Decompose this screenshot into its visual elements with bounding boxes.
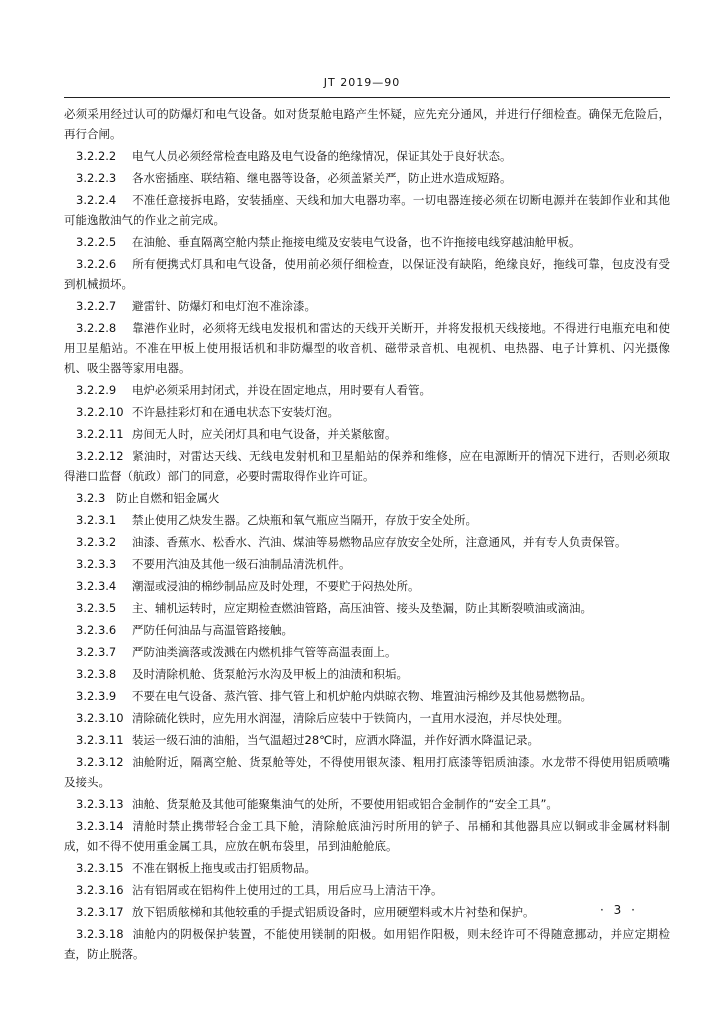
clause-paragraph (64, 880, 670, 900)
clause-paragraph (64, 380, 670, 400)
clause-paragraph (64, 296, 670, 316)
clause-paragraph (64, 924, 670, 964)
clause-paragraph (64, 902, 670, 922)
clause-paragraph (64, 510, 670, 530)
clause-paragraph (64, 730, 670, 750)
clause-text: 沾有铝屑或在铝构件上使用过的工具，用后应马上清洁干净。 (132, 883, 443, 897)
clause-paragraph (64, 576, 670, 596)
standard-code: JT 2019—90 (323, 76, 401, 89)
clause-number: 3.2.3.10 (76, 711, 124, 725)
clause-text: 房间无人时，应关闭灯具和电气设备，并关紧舷窗。 (132, 427, 397, 441)
clause-text: 靠港作业时，必须将无线电发报机和雷达的天线开关断开，并将发报机天线接地。不得进行电瓶充电和使用卫星船站。不准在甲板上使用报话机和非防爆型的收音机、磁带录音机、电视机、电热器、电子计算机、闪光摄像机、吸尘器等家用电器。 (64, 321, 670, 375)
clause-text: 所有便携式灯具和电气设备，使用前必须仔细检查，以保证没有缺陷，绝缘良好，拖线可靠，包皮没有受到机械损坏。 (64, 257, 670, 291)
clause-text: 清除硫化铁时，应先用水润湿，清除后应装中于铁筒内，一直用水浸泡，并尽快处理。 (132, 711, 569, 725)
clause-paragraph (64, 664, 670, 684)
clause-number: 3.2.2.4 (76, 193, 117, 207)
clause-number: 3.2.3.6 (76, 623, 117, 637)
clause-number: 3.2.2.10 (76, 405, 124, 419)
clause-paragraph (64, 794, 670, 814)
clause-number: 3.2.3.18 (76, 927, 124, 941)
clause-text: 不准任意接拆电路，安装插座、天线和加大电器功率。一切电器连接必须在切断电源并在装卸作业和其他可能逸散油气的作业之前完成。 (64, 193, 670, 227)
clause-number: 3.2.3.7 (76, 645, 117, 659)
header-rule (64, 97, 670, 98)
clause-number: 3.2.2.11 (76, 427, 124, 441)
clause-paragraph (64, 190, 670, 230)
clause-number: 3.2.3.12 (76, 755, 124, 769)
clause-paragraph (64, 620, 670, 640)
clause-paragraph (64, 402, 670, 422)
clause-text: 各水密插座、联结箱、继电器等设备，必须盖紧关严，防止进水造成短路。 (132, 171, 512, 185)
clause-text: 油漆、香蕉水、松香水、汽油、煤油等易燃物品应存放安全处所，注意通风，并有专人负责保管。 (132, 535, 627, 549)
section-number: 3.2.3 (76, 491, 106, 505)
clause-paragraph (64, 598, 670, 618)
clause-paragraph (64, 752, 670, 792)
clause-number: 3.2.2.6 (76, 257, 117, 271)
clause-text: 装运一级石油的油船，当气温超过28℃时，应洒水降温，并作好洒水降温记录。 (132, 733, 540, 747)
clause-text: 不许悬挂彩灯和在通电状态下安装灯泡。 (132, 405, 339, 419)
clause-number: 3.2.2.5 (76, 235, 117, 249)
page-number: · 3 · (600, 903, 638, 917)
clause-text: 电气人员必须经常检查电路及电气设备的绝缘情况，保证其处于良好状态。 (132, 149, 512, 163)
clause-number: 3.2.3.2 (76, 535, 117, 549)
clause-number: 3.2.3.5 (76, 601, 117, 615)
clause-text: 严防任何油品与高温管路接触。 (132, 623, 293, 637)
clause-text: 紧油时，对雷达天线、无线电发射机和卫星船站的保养和维修，应在电源断开的情况下进行，否则必须取得港口监督（航政）部门的同意，必要时需取得作业许可证。 (64, 449, 670, 483)
clause-number: 3.2.3.14 (76, 819, 124, 833)
clause-number: 3.2.2.12 (76, 449, 124, 463)
clause-text: 油舱内的阴极保护装置，不能使用镁制的阳极。如用铝作阳极，则未经许可不得随意挪动，并应定期检查，防止脱落。 (64, 927, 670, 961)
clause-paragraph (64, 816, 670, 856)
clause-number: 3.2.3.16 (76, 883, 124, 897)
clause-number: 3.2.3.8 (76, 667, 117, 681)
clause-text: 避雷针、防爆灯和电灯泡不准涂漆。 (132, 299, 316, 313)
clause-paragraph (64, 858, 670, 878)
clause-number: 3.2.3.13 (76, 797, 124, 811)
clause-paragraph (64, 446, 670, 486)
clause-text: 油舱、货泵舱及其他可能聚集油气的处所，不要使用铝或铝合金制作的“安全工具”。 (132, 797, 558, 811)
clause-paragraph (64, 642, 670, 662)
clause-text: 放下铝质舷梯和其他较重的手提式铝质设备时，应用硬塑料或木片衬垫和保护。 (132, 905, 535, 919)
clause-list-3-2-2 (64, 146, 670, 486)
clause-text: 禁止使用乙炔发生器。乙炔瓶和氧气瓶应当隔开，存放于安全处所。 (132, 513, 477, 527)
clause-text: 不要用汽油及其他一级石油制品清洗机件。 (132, 557, 351, 571)
clause-text: 不要在电气设备、蒸汽管、排气管上和机炉舱内烘晾衣物、堆置油污棉纱及其他易燃物品。 (132, 689, 592, 703)
clause-number: 3.2.3.9 (76, 689, 117, 703)
clause-list-3-2-3 (64, 510, 670, 964)
clause-text: 清舱时禁止携带轻合金工具下舱，清除舱底油污时所用的铲子、吊桶和其他器具应以铜或非金属材料制成，如不得不使用重金属工具，应放在帆布袋里，吊到油舱舱底。 (64, 819, 670, 853)
clause-paragraph (64, 686, 670, 706)
clause-number: 3.2.3.17 (76, 905, 124, 919)
clause-text: 油舱附近，隔离空舱、货泵舱等处，不得使用银灰漆、粗用打底漆等铝质油漆。水龙带不得使用铝质喷嘴及接头。 (64, 755, 670, 789)
clause-text: 在油舱、垂直隔离空舱内禁止拖接电缆及安装电气设备，也不许拖接电线穿越油舱甲板。 (132, 235, 581, 249)
document-body (64, 104, 670, 966)
clause-text: 及时清除机舱、货泵舱污水沟及甲板上的油渍和积垢。 (132, 667, 408, 681)
clause-paragraph (64, 254, 670, 294)
clause-number: 3.2.2.2 (76, 149, 117, 163)
clause-paragraph (64, 318, 670, 378)
section-title: 防止自燃和铝金属火 (116, 491, 220, 505)
clause-text: 严防油类滴落或泼溅在内燃机排气管等高温表面上。 (132, 645, 397, 659)
clause-paragraph (64, 532, 670, 552)
clause-number: 3.2.3.11 (76, 733, 124, 747)
clause-paragraph (64, 708, 670, 728)
clause-number: 3.2.3.4 (76, 579, 117, 593)
clause-paragraph (64, 424, 670, 444)
clause-number: 3.2.2.7 (76, 299, 117, 313)
clause-paragraph (64, 168, 670, 188)
clause-paragraph (64, 146, 670, 166)
clause-paragraph (64, 232, 670, 252)
clause-number: 3.2.3.3 (76, 557, 117, 571)
clause-number: 3.2.3.15 (76, 861, 124, 875)
clause-number: 3.2.3.1 (76, 513, 117, 527)
clause-text: 潮湿或浸油的棉纱制品应及时处理，不要贮于闷热处所。 (132, 579, 420, 593)
section-heading (64, 488, 670, 508)
clause-number: 3.2.2.3 (76, 171, 117, 185)
clause-number: 3.2.2.9 (76, 383, 117, 397)
clause-paragraph (64, 554, 670, 574)
clause-number: 3.2.2.8 (76, 321, 117, 335)
intro-paragraph: 必须采用经过认可的防爆灯和电气设备。如对货泵舱电路产生怀疑，应先充分通风，并进行仔细检查。确保无危险后，再行合闸。 (64, 107, 670, 141)
clause-text: 不准在钢板上拖曳或击打铝质物品。 (132, 861, 316, 875)
clause-text: 主、辅机运转时，应定期检查燃油管路，高压油管、接头及垫漏，防止其断裂喷油或滴油。 (132, 601, 592, 615)
clause-text: 电炉必须采用封闭式，并设在固定地点，用时要有人看管。 (132, 383, 431, 397)
